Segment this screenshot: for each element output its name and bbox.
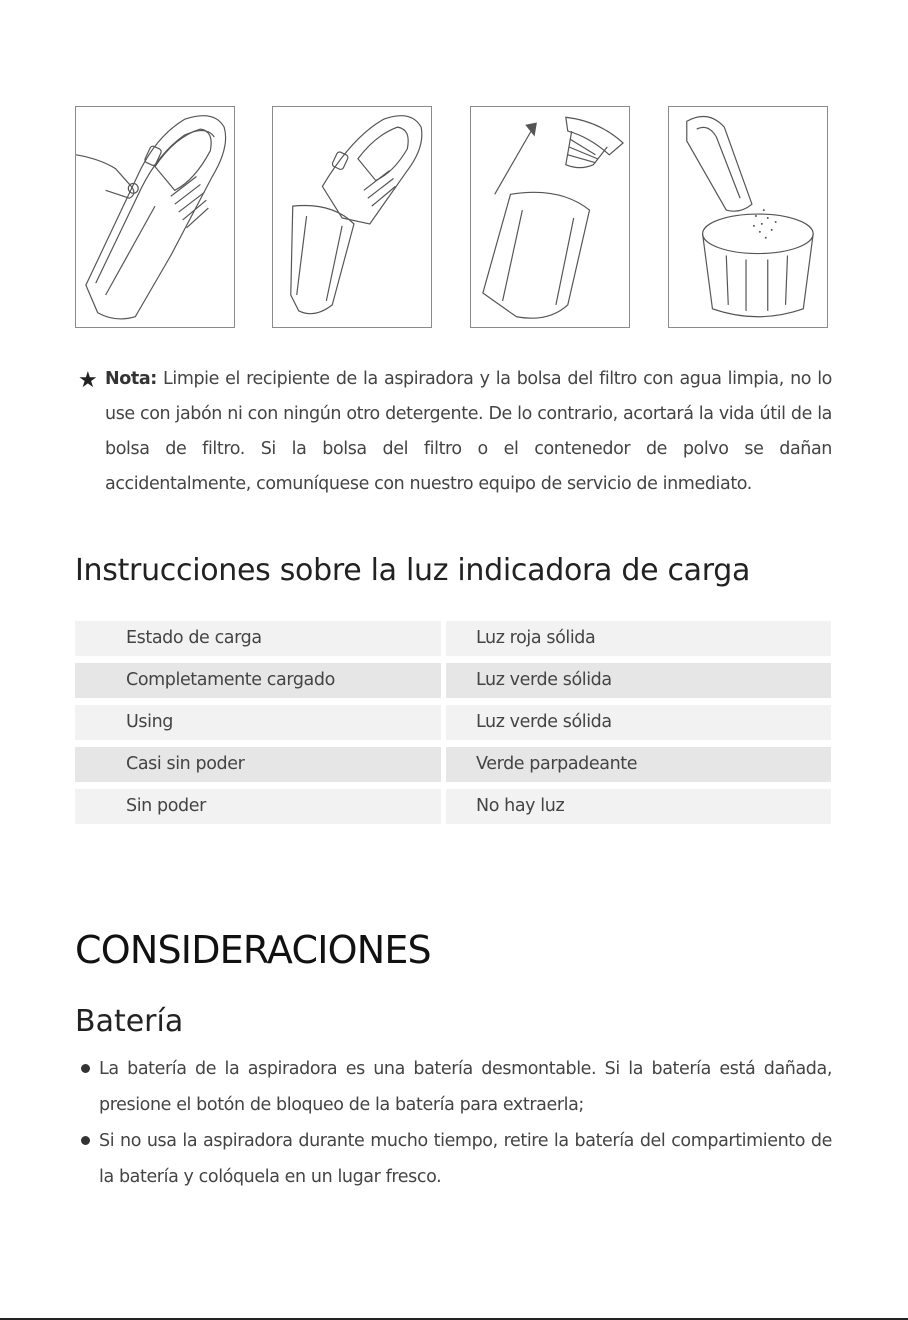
state-cell: Estado de carga: [75, 621, 441, 656]
battery-title: Batería: [75, 1004, 184, 1039]
list-item-text: Si no usa la aspiradora durante mucho tiempo, retire la batería del compartimiento de la batería y colóquela en un lugar fresco.: [99, 1131, 832, 1187]
bullet-dot-icon: [81, 1064, 90, 1073]
light-cell: Luz verde sólida: [446, 705, 831, 740]
indicator-title: Instrucciones sobre la luz indicadora de carga: [75, 553, 751, 588]
list-item: [78, 1051, 832, 1123]
note-section: [78, 362, 832, 502]
figure-empty-dust: [668, 106, 828, 328]
vacuum-detached-illustration: [273, 107, 431, 327]
vacuum-release-illustration: [76, 107, 234, 327]
dust-emptying-illustration: [669, 107, 827, 327]
table-row: [75, 663, 831, 698]
note-text: [105, 362, 832, 502]
light-cell: No hay luz: [446, 789, 831, 824]
table-row: [75, 621, 831, 656]
note-label: Nota:: [105, 369, 157, 389]
figure-remove-filter: [470, 106, 630, 328]
filter-removal-illustration: [471, 107, 629, 327]
state-cell: Sin poder: [75, 789, 441, 824]
list-item-text: La batería de la aspiradora es una batería desmontable. Si la batería está dañada, presione el botón de bloqueo de la batería para extraerla;: [99, 1059, 832, 1115]
state-cell: Using: [75, 705, 441, 740]
bullet-dot-icon: [81, 1136, 90, 1145]
light-cell: Luz roja sólida: [446, 621, 831, 656]
indicator-table: [75, 621, 831, 831]
list-item: [78, 1123, 832, 1195]
state-cell: Completamente cargado: [75, 663, 441, 698]
battery-list: [78, 1051, 832, 1195]
figure-press-release-button: [75, 106, 235, 328]
light-cell: Verde parpadeante: [446, 747, 831, 782]
note-body: Limpie el recipiente de la aspiradora y la bolsa del filtro con agua limpia, no lo use con jabón ni con ningún otro detergente. De lo contrario, acortará la vida útil de la bolsa de filtro. Si la bolsa del filtro o el contenedor de polvo se dañan accidentalmente, comuníquese con nuestro equipo de servicio de inmediato.: [105, 369, 832, 494]
considerations-title: CONSIDERACIONES: [75, 928, 431, 972]
figure-remove-container: [272, 106, 432, 328]
state-cell: Casi sin poder: [75, 747, 441, 782]
table-row: [75, 789, 831, 824]
table-row: [75, 747, 831, 782]
star-icon: ★: [78, 368, 98, 393]
table-row: [75, 705, 831, 740]
light-cell: Luz verde sólida: [446, 663, 831, 698]
